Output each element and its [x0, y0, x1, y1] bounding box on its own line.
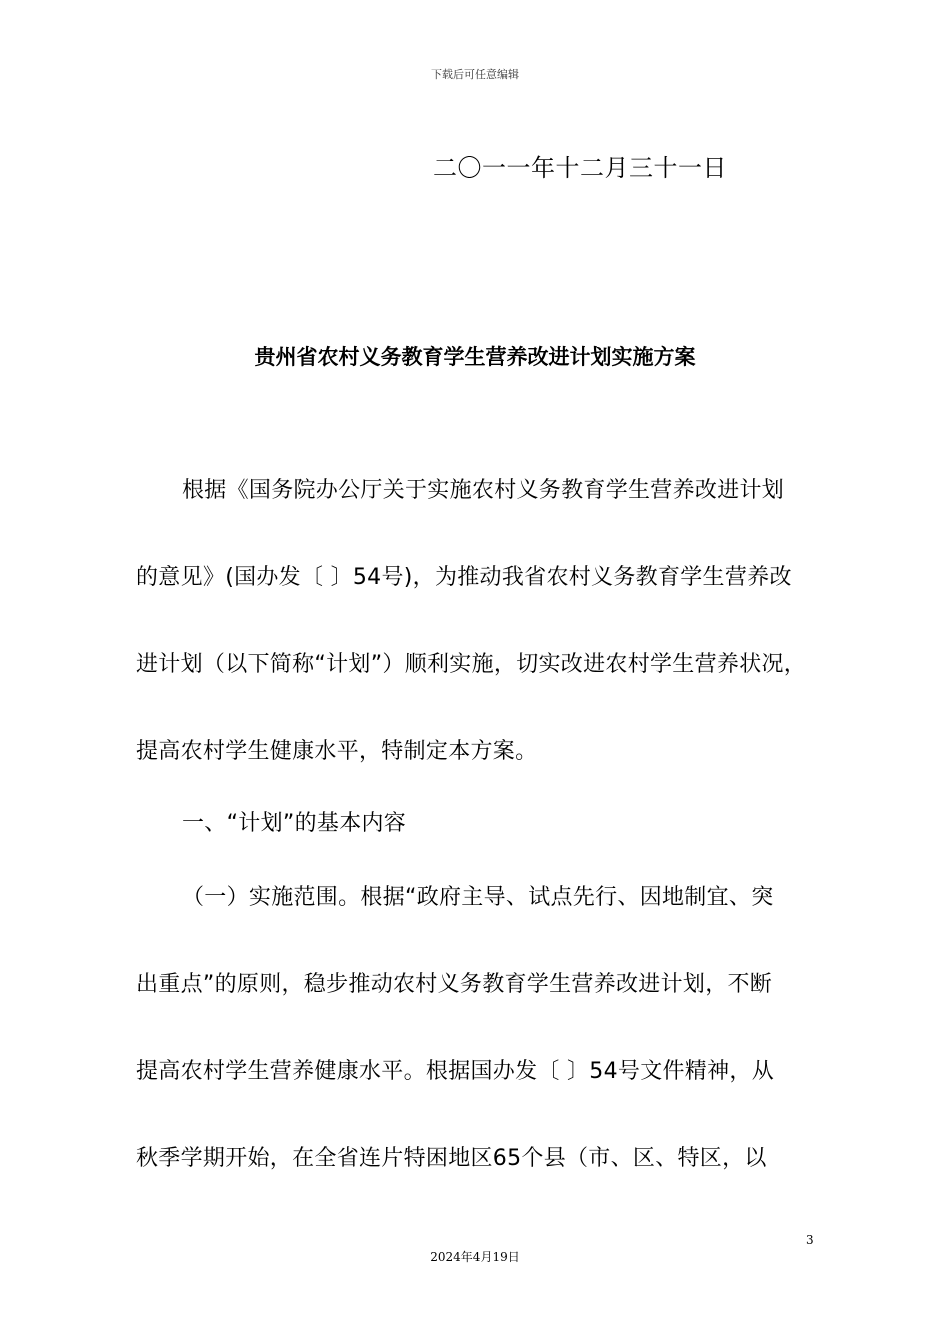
paragraph-line: 根据《国务院办公厅关于实施农村义务教育学生营养改进计划	[182, 478, 785, 503]
paragraph-line: 秋季学期开始，在全省连片特困地区65个县（市、区、特区，以	[136, 1146, 767, 1171]
footer-date: 2024年4月19日	[430, 1250, 520, 1264]
document-date: 二〇一一年十二月三十一日	[433, 154, 727, 182]
paragraph-line: （一）实施范围。根据“政府主导、试点先行、因地制宜、突	[182, 885, 774, 910]
document-title: 贵州省农村义务教育学生营养改进计划实施方案	[254, 345, 696, 369]
paragraph-line: 的意见》(国办发〔 〕54号)，为推动我省农村义务教育学生营养改	[136, 565, 792, 590]
paragraph-line: 提高农村学生营养健康水平。根据国办发〔 〕54号文件精神，从	[136, 1059, 774, 1084]
header-note: 下载后可任意编辑	[431, 68, 519, 81]
paragraph-line: 进计划（以下简称“计划”）顺利实施，切实改进农村学生营养状况，	[136, 652, 807, 677]
section-heading: 一、“计划”的基本内容	[182, 811, 407, 836]
paragraph-line: 出重点”的原则，稳步推动农村义务教育学生营养改进计划，不断	[136, 972, 773, 997]
paragraph-line: 提高农村学生健康水平，特制定本方案。	[136, 739, 538, 764]
page-number: 3	[806, 1233, 814, 1247]
